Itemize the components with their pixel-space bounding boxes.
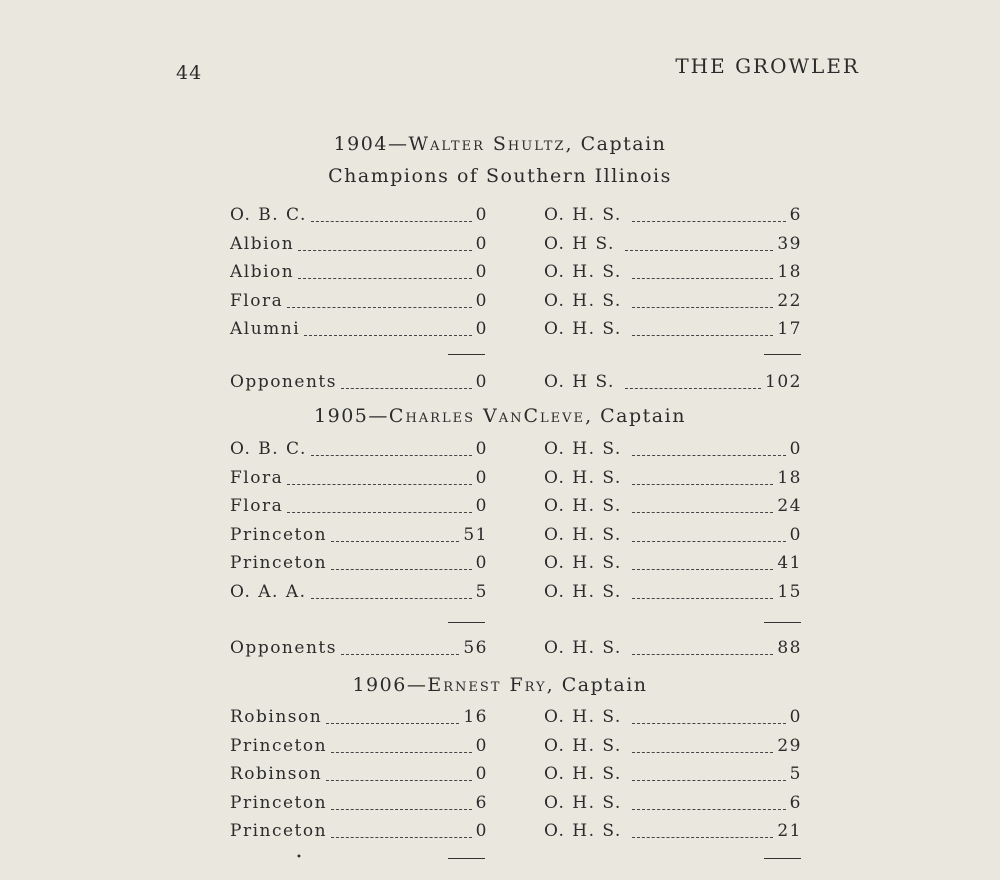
game-row-leader-right: [632, 335, 773, 336]
game-row-opponent: Robinson: [230, 707, 323, 727]
game-row-leader-right: [632, 455, 786, 456]
total-row-ohs-label: O. H. S.: [544, 638, 622, 658]
game-row-ohs-label: O. H. S.: [544, 821, 622, 841]
game-row-ohs-score: 18: [777, 262, 802, 282]
game-row-opponent: Flora: [230, 290, 284, 311]
game-row-opponent-score: 0: [475, 496, 488, 516]
total-rule-left: [448, 858, 485, 859]
game-row-leader-right: [632, 221, 786, 222]
captain-name: Ernest Fry: [427, 674, 547, 696]
game-row-ohs-label: O. H. S.: [544, 792, 622, 813]
game-row-opponent: Princeton: [230, 821, 328, 841]
total-row-opponent: Opponents: [230, 638, 337, 658]
game-row-ohs-score: 17: [777, 319, 802, 339]
total-row-leader-left: [341, 654, 459, 655]
game-row-leader-left: [311, 598, 472, 599]
game-row-ohs-label: O. H. S.: [544, 496, 622, 516]
game-row-opponent: Flora: [230, 496, 284, 516]
game-row-leader-left: [287, 512, 472, 513]
game-row-ohs-score: 21: [777, 821, 802, 841]
game-row-opponent-score: 51: [463, 524, 488, 545]
game-row-ohs-label: O. H. S.: [544, 467, 622, 488]
total-row-leader-right: [632, 654, 773, 655]
total-rule-right: [764, 622, 801, 623]
game-row-opponent-score: 0: [475, 319, 488, 339]
game-row-leader-left: [287, 484, 472, 485]
game-row-leader-right: [632, 723, 786, 724]
game-row-ohs-label: O. H. S.: [544, 262, 622, 282]
season-year: 1904: [333, 133, 388, 155]
game-row-ohs-label: O. H. S.: [544, 290, 622, 311]
game-row-leader-right: [632, 569, 773, 570]
captain-suffix: , Captain: [585, 405, 686, 427]
game-row-opponent: O. B. C.: [230, 439, 307, 459]
captain-suffix: , Captain: [565, 133, 667, 155]
total-row-ohs-score: 102: [765, 372, 802, 392]
section-heading-1906: [0, 674, 1000, 696]
game-row-ohs-score: 22: [777, 290, 802, 311]
game-row-opponent-score: 0: [475, 821, 488, 841]
game-row-opponent-score: 16: [463, 707, 488, 727]
total-rule-right: [764, 354, 801, 355]
game-row-leader-left: [311, 455, 472, 456]
game-row-opponent-score: 0: [475, 439, 488, 459]
section-heading-1904: [0, 133, 1000, 155]
game-row-ohs-score: 24: [777, 496, 802, 516]
game-row-opponent: Princeton: [230, 553, 328, 573]
game-row-leader-left: [331, 752, 472, 753]
game-row-ohs-score: 0: [789, 524, 802, 545]
game-row-leader-left: [326, 780, 472, 781]
game-row-opponent: Albion: [230, 262, 295, 282]
total-row-leader-right: [625, 388, 761, 389]
game-row-ohs-label: O. H. S.: [544, 205, 622, 225]
game-row-opponent: O. B. C.: [230, 205, 307, 225]
game-row-leader-left: [298, 278, 472, 279]
game-row-leader-left: [331, 837, 472, 838]
game-row-leader-right: [625, 250, 773, 251]
stray-dot: •: [296, 852, 302, 863]
game-row-ohs-label: O. H. S.: [544, 735, 622, 756]
game-row-ohs-score: 29: [777, 735, 802, 756]
total-row-ohs-score: 88: [777, 638, 802, 658]
game-row-leader-right: [632, 512, 773, 513]
game-row-ohs-score: 0: [789, 439, 802, 459]
game-row-ohs-score: 0: [789, 707, 802, 727]
game-row-leader-right: [632, 278, 773, 279]
game-row-opponent: Princeton: [230, 735, 328, 756]
game-row-ohs-score: 41: [777, 553, 802, 573]
em-dash: —: [387, 133, 409, 155]
captain-suffix: , Captain: [546, 674, 648, 696]
game-row-ohs-label: O. H. S.: [544, 319, 622, 339]
game-row-ohs-label: O. H. S.: [544, 764, 622, 784]
section-subtitle: Champions of Southern Illinois: [328, 165, 672, 187]
captain-name: Walter Shultz: [408, 133, 566, 155]
game-row-opponent-score: 0: [475, 290, 488, 311]
captain-name: Charles VanCleve: [388, 405, 586, 427]
game-row-ohs-score: 39: [777, 233, 802, 254]
game-row-opponent: Princeton: [230, 792, 328, 813]
game-row-leader-right: [632, 598, 773, 599]
game-row-ohs-label: O. H. S.: [544, 581, 622, 602]
game-row-opponent-score: 6: [475, 792, 488, 813]
game-row-leader-left: [287, 307, 472, 308]
game-row-opponent: Princeton: [230, 524, 328, 545]
game-row-leader-left: [298, 250, 472, 251]
game-row-opponent-score: 0: [475, 553, 488, 573]
game-row-opponent-score: 0: [475, 467, 488, 488]
game-row-opponent: O. A. A.: [230, 581, 307, 602]
game-row-leader-left: [331, 809, 472, 810]
total-rule-left: [448, 622, 485, 623]
game-row-leader-right: [632, 307, 773, 308]
total-rule-right: [764, 858, 801, 859]
game-row-leader-left: [311, 221, 472, 222]
total-row-leader-left: [341, 388, 472, 389]
total-row-opponent-score: 0: [475, 372, 488, 392]
season-year: 1905: [314, 405, 369, 427]
total-row-opponent-score: 56: [463, 638, 488, 658]
game-row-opponent: Alumni: [230, 319, 301, 339]
game-row-ohs-score: 6: [789, 792, 802, 813]
game-row-ohs-label: O. H. S.: [544, 553, 622, 573]
game-row-leader-right: [632, 809, 786, 810]
page-number: 44: [176, 62, 203, 84]
game-row-opponent-score: 5: [475, 581, 488, 602]
game-row-leader-right: [632, 484, 773, 485]
game-row-opponent: Albion: [230, 233, 295, 254]
game-row-opponent: Robinson: [230, 764, 323, 784]
game-row-leader-right: [632, 541, 786, 542]
em-dash: —: [368, 405, 389, 427]
game-row-ohs-label: O. H. S.: [544, 707, 622, 727]
game-row-leader-left: [326, 723, 459, 724]
game-row-opponent-score: 0: [475, 205, 488, 225]
em-dash: —: [406, 674, 428, 696]
game-row-ohs-score: 15: [777, 581, 802, 602]
total-rule-left: [448, 354, 485, 355]
game-row-leader-right: [632, 837, 773, 838]
running-head: THE GROWLER: [675, 54, 860, 78]
game-row-opponent-score: 0: [475, 764, 488, 784]
total-row-opponent: Opponents: [230, 372, 337, 392]
game-row-opponent-score: 0: [475, 262, 488, 282]
total-row-ohs-label: O. H S.: [544, 372, 615, 392]
game-row-opponent: Flora: [230, 467, 284, 488]
game-row-opponent-score: 0: [475, 735, 488, 756]
game-row-opponent-score: 0: [475, 233, 488, 254]
season-year: 1906: [352, 674, 407, 696]
game-row-leader-right: [632, 780, 786, 781]
game-row-ohs-label: O. H. S.: [544, 439, 622, 459]
game-row-leader-left: [331, 569, 472, 570]
game-row-ohs-score: 5: [789, 764, 802, 784]
game-row-ohs-label: O. H. S.: [544, 524, 622, 545]
section-heading-1905: [0, 405, 1000, 427]
game-row-ohs-score: 18: [777, 467, 802, 488]
game-row-leader-right: [632, 752, 773, 753]
game-row-ohs-label: O. H S.: [544, 233, 615, 254]
game-row-leader-left: [304, 335, 472, 336]
game-row-leader-left: [331, 541, 459, 542]
game-row-ohs-score: 6: [789, 205, 802, 225]
